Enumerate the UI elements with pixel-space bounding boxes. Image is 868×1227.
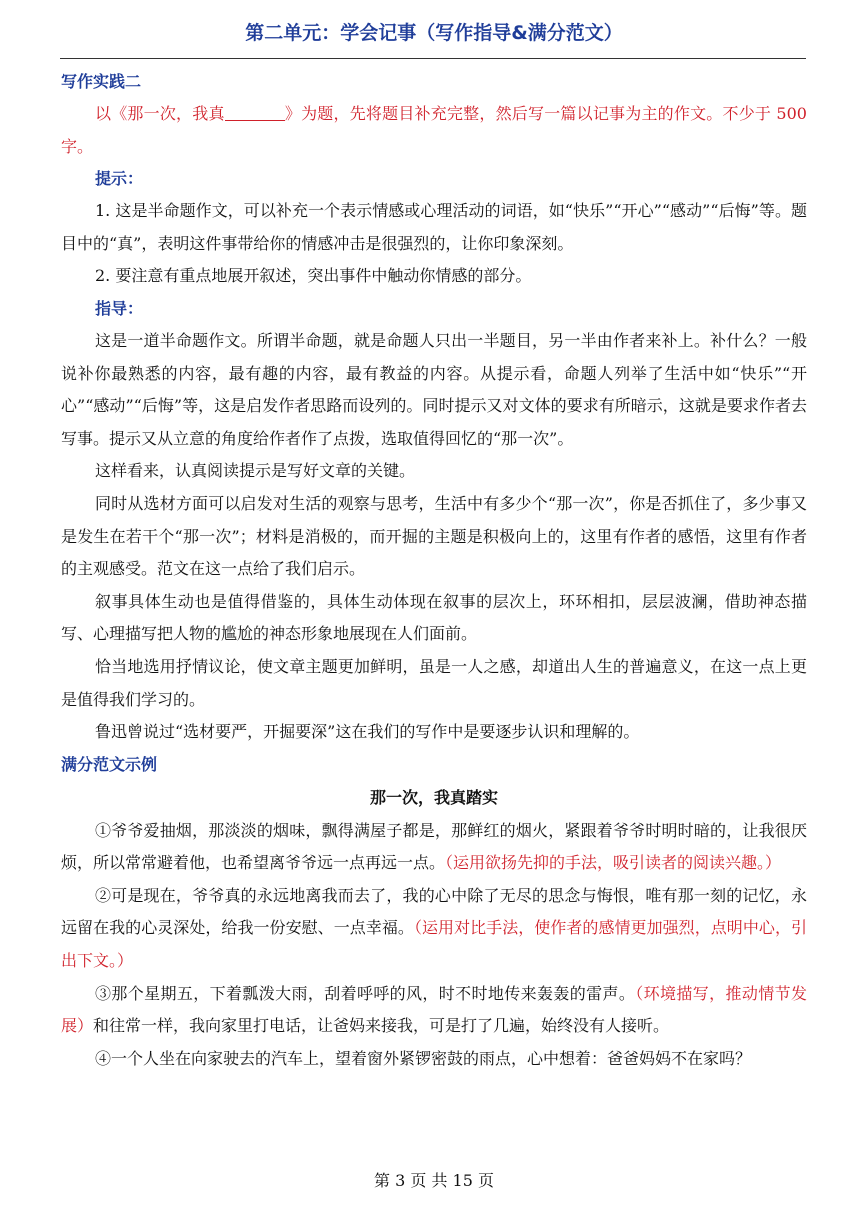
writing-prompt (61, 98, 807, 163)
prompt-after-blank: 》为题，先将题目补充完整，然后写一篇以记事为主的作文。不少于 500 字。 (61, 104, 807, 156)
essay-paragraph (61, 978, 807, 1043)
page-header-title: 第二单元：学会记事（写作指导&满分范文） (245, 22, 623, 44)
essay-annotation: （运用欲扬先抑的手法，吸引读者的阅读兴趣。） (445, 853, 782, 873)
essay-text: ②可是现在，爷爷真的永远地离我而去了，我的心中除了无尽的思念与悔恨，唯有那一刻的记忆，永远留在我的心灵深处，给我一份安慰、一点幸福。 (61, 885, 807, 938)
guide-paragraph: 鲁迅曾说过“选材要严，开掘要深”这在我们的写作中是要逐步认识和理解的。 (95, 722, 640, 742)
essay-text: ③那个星期五，下着瓢泼大雨，刮着呼呼的风，时不时地传来轰轰的雷声。 (95, 983, 636, 1003)
essay-annotation: （运用对比手法，使作者的感情更加强烈，点明中心，引出下文。） (61, 918, 807, 971)
guide-paragraph: 同时从选材方面可以启发对生活的观察与思考，生活中有多少个“那一次”，你是否抓住了，多少事又是发生在若干个“那一次”；材料是消极的，而开掘的主题是积极向上的，这里有作者的感悟，这里有作者的主观感受。范文在这一点给了我们启示。 (61, 493, 807, 579)
section-title-sample-essay: 满分范文示例 (61, 754, 158, 774)
guide-label: 指导： (95, 298, 144, 318)
guide-paragraph: 叙事具体生动也是值得借鉴的，具体生动体现在叙事的层次上，环环相扣，层层波澜，借助神态描写、心理描写把人物的尴尬的神态形象地展现在人们面前。 (61, 591, 807, 644)
guide-paragraph: 恰当地选用抒情议论，使文章主题更加鲜明，虽是一人之感，却道出人生的普遍意义，在这一点上更是值得我们学习的。 (61, 656, 807, 709)
hint-item: 2. 要注意有重点地展开叙述，突出事件中触动你情感的部分。 (95, 266, 532, 286)
prompt-before-blank: 以《那一次，我真 (95, 104, 225, 123)
essay-annotation: （环境描写，推动情节发展） (61, 983, 807, 1036)
essay-text: ④一个人坐在向家驶去的汽车上，望着窗外紧锣密鼓的雨点，心中想着：爸爸妈妈不在家吗？ (95, 1048, 752, 1068)
guide-paragraph: 这样看来，认真阅读提示是写好文章的关键。 (95, 461, 416, 481)
section-title-practice: 写作实践二 (61, 72, 142, 91)
essay-text: ①爷爷爱抽烟，那淡淡的烟味，飘得满屋子都是，那鲜红的烟火，紧跟着爷爷时明时暗的，让我很厌烦，所以常常避着他，也希望离爷爷远一点再远一点。 (61, 820, 807, 873)
page-number: 第 3 页 共 15 页 (374, 1171, 494, 1190)
hints-label: 提示： (95, 169, 144, 189)
header-divider (60, 58, 806, 59)
title-blank (225, 104, 285, 121)
document-body (61, 66, 807, 1075)
essay-text-tail: 和往常一样，我向家里打电话，让爸妈来接我，可是打了几遍，始终没有人接听。 (93, 1016, 670, 1036)
hint-item: 1. 这是半命题作文，可以补充一个表示情感或心理活动的词语，如“快乐”“开心”“感动”“后悔”等。题目中的“真”，表明这件事带给你的情感冲击是很强烈的，让你印象深刻。 (61, 201, 807, 253)
guide-paragraph: 这是一道半命题作文。所谓半命题，就是命题人只出一半题目，另一半由作者来补上。补什么？一般说补你最熟悉的内容，最有趣的内容，最有教益的内容。从提示看，命题人列举了生活中如“快乐”“开心”“感动”“后悔”等，这是启发作者思路而设列的。同时提示又对文体的要求有所暗示，这就是要求作者去写事。提示又从立意的角度给作者作了点拨，选取值得回忆的“那一次”。 (61, 330, 807, 448)
essay-title: 那一次，我真踏实 (369, 787, 498, 807)
essay-paragraph (61, 1043, 807, 1076)
essay-paragraph (61, 815, 807, 880)
essay-paragraph (61, 880, 807, 978)
